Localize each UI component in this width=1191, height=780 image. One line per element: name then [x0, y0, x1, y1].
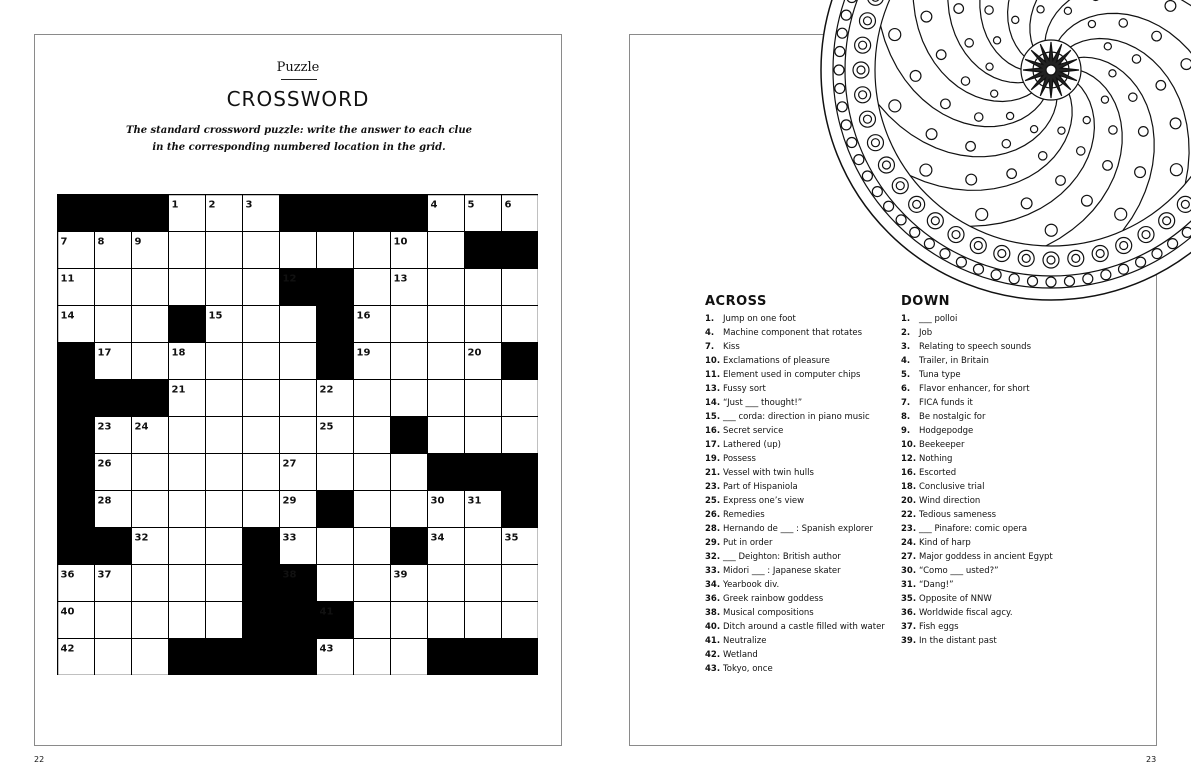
across-clue: [705, 368, 895, 382]
clue-number: 23: [97, 421, 112, 433]
clue-num: 34.: [705, 580, 721, 590]
across-clue: [705, 620, 895, 634]
clue-number: 16: [356, 310, 371, 322]
clue-text: “Just ___ thought!”: [723, 398, 803, 408]
clue-number: 18: [171, 347, 186, 359]
clue-num: 7.: [901, 398, 911, 408]
across-clue: [705, 354, 895, 368]
clue-num: 37.: [901, 622, 917, 632]
clue-num: 39.: [901, 636, 917, 646]
down-clue: [901, 522, 1071, 536]
clue-num: 21.: [705, 468, 721, 478]
across-clue: [705, 634, 895, 648]
clue-num: 13.: [705, 384, 721, 394]
clue-num: 33.: [705, 566, 721, 576]
clue-text: ___ Pinafore: comic opera: [919, 524, 1028, 534]
clue-num: 43.: [705, 664, 721, 674]
clue-number: 17: [97, 347, 112, 359]
down-clue: [901, 592, 1071, 606]
clue-number: 38: [282, 569, 297, 581]
clue-text: Vessel with twin hulls: [723, 468, 814, 478]
clue-num: 22.: [901, 510, 917, 520]
section-kicker: Puzzle: [276, 60, 320, 75]
clue-text: Exclamations of pleasure: [723, 356, 830, 366]
clue-num: 1.: [705, 314, 715, 324]
clue-num: 10.: [901, 440, 917, 450]
clue-number: 21: [171, 384, 186, 396]
clue-text: Jump on one foot: [723, 314, 796, 324]
clue-num: 16.: [901, 468, 917, 478]
clue-number: 20: [467, 347, 482, 359]
down-clue: [901, 438, 1071, 452]
clue-number: 43: [319, 643, 334, 655]
clue-num: 27.: [901, 552, 917, 562]
clue-num: 12.: [901, 454, 917, 464]
clue-text: Element used in computer chips: [723, 370, 861, 380]
clue-text: ___ corda: direction in piano music: [723, 412, 870, 422]
clue-number: 1: [171, 199, 179, 211]
across-clue: [705, 480, 895, 494]
clue-num: 8.: [901, 412, 911, 422]
clue-text: FICA funds it: [919, 398, 973, 408]
clue-num: 38.: [705, 608, 721, 618]
clue-text: Tuna type: [919, 370, 961, 380]
down-clue: [901, 634, 1071, 648]
clue-number: 34: [430, 532, 445, 544]
clue-text: “Dang!”: [919, 580, 954, 590]
clue-text: Trailer, in Britain: [919, 356, 989, 366]
clue-text: Midori ___ : Japanese skater: [723, 566, 841, 576]
clue-number: 4: [430, 199, 438, 211]
down-clue: [901, 410, 1071, 424]
clue-text: Lathered (up): [723, 440, 781, 450]
clue-text: Ditch around a castle filled with water: [723, 622, 885, 632]
clue-num: 29.: [705, 538, 721, 548]
puzzle-instructions: The standard crossword puzzle: write the answer to each clue in the corresponding numbered location in the grid.: [126, 125, 472, 153]
across-clue: [705, 606, 895, 620]
clue-text: Remedies: [723, 510, 765, 520]
clue-text: ___ Deighton: British author: [723, 552, 841, 562]
down-clue: [901, 606, 1071, 620]
clue-text: Hernando de ___ : Spanish explorer: [723, 524, 873, 534]
clue-number: 33: [282, 532, 297, 544]
clue-number: 35: [504, 532, 519, 544]
clue-num: 15.: [705, 412, 721, 422]
clue-number: 19: [356, 347, 371, 359]
clue-number: 5: [467, 199, 475, 211]
clue-text: Wetland: [723, 650, 758, 660]
clue-text: Machine component that rotates: [723, 328, 863, 338]
clue-text: Fish eggs: [919, 622, 959, 632]
clue-num: 40.: [705, 622, 721, 632]
clue-text: Possess: [723, 454, 756, 464]
down-clue: [901, 564, 1071, 578]
clue-text: Secret service: [723, 426, 784, 436]
down-clue: [901, 536, 1071, 550]
clue-number: 3: [245, 199, 253, 211]
clue-number: 8: [97, 236, 105, 248]
clue-text: Job: [919, 328, 933, 338]
down-clue: [901, 494, 1071, 508]
clue-num: 9.: [901, 426, 911, 436]
clue-text: “Como ___ usted?”: [919, 566, 999, 576]
clue-text: Greek rainbow goddess: [723, 594, 824, 604]
clue-text: Fussy sort: [723, 384, 766, 394]
across-clue: [705, 396, 895, 410]
clue-number: 40: [60, 606, 75, 618]
down-clue: [901, 326, 1071, 340]
clue-text: In the distant past: [919, 636, 997, 646]
clue-number: 24: [134, 421, 149, 433]
across-clue: [705, 452, 895, 466]
across-clue: [705, 410, 895, 424]
clue-text: Be nostalgic for: [919, 412, 986, 422]
clue-num: 19.: [705, 454, 721, 464]
across-clue: [705, 522, 895, 536]
clue-num: 16.: [705, 426, 721, 436]
clue-num: 17.: [705, 440, 721, 450]
down-clue: [901, 424, 1071, 438]
clue-num: 2.: [901, 328, 911, 338]
across-clue: [705, 564, 895, 578]
clue-num: 1.: [901, 314, 911, 324]
clue-number: 11: [60, 273, 75, 285]
clue-text: Nothing: [919, 454, 953, 464]
down-heading: DOWN: [901, 294, 951, 309]
clue-text: Major goddess in ancient Egypt: [919, 552, 1053, 562]
page-number-left: 22: [34, 755, 45, 764]
clue-text: Kiss: [723, 342, 740, 352]
clue-num: 10.: [705, 356, 721, 366]
across-clue: [705, 326, 895, 340]
clue-num: 11.: [705, 370, 721, 380]
across-clue: [705, 340, 895, 354]
clue-number: 42: [60, 643, 75, 655]
clue-num: 36.: [705, 594, 721, 604]
clue-text: ___ polloi: [919, 314, 958, 324]
across-clues: [705, 292, 895, 676]
clue-num: 5.: [901, 370, 911, 380]
down-clue: [901, 620, 1071, 634]
clue-num: 4.: [901, 356, 911, 366]
puzzle-title: CROSSWORD: [226, 87, 370, 111]
across-clue: [705, 424, 895, 438]
clue-num: 18.: [901, 482, 917, 492]
clue-text: Conclusive trial: [919, 482, 985, 492]
clue-text: Wind direction: [919, 496, 981, 506]
clue-number: 26: [97, 458, 112, 470]
clue-num: 24.: [901, 538, 917, 548]
page-number-right: 23: [1146, 755, 1157, 764]
down-clue: [901, 368, 1071, 382]
across-clue: [705, 438, 895, 452]
across-clue: [705, 466, 895, 480]
clue-number: 30: [430, 495, 445, 507]
clue-num: 36.: [901, 608, 917, 618]
clue-number: 32: [134, 532, 149, 544]
clue-number: 14: [60, 310, 75, 322]
across-clue: [705, 662, 895, 676]
clue-text: Opposite of NNW: [919, 594, 992, 604]
clue-num: 3.: [901, 342, 911, 352]
clue-text: Yearbook div.: [723, 580, 780, 590]
down-clue: [901, 396, 1071, 410]
clue-number: 28: [97, 495, 112, 507]
clue-num: 6.: [901, 384, 911, 394]
clue-num: 7.: [705, 342, 715, 352]
down-clue: [901, 550, 1071, 564]
clue-text: Tokyo, once: [723, 664, 773, 674]
clue-number: 39: [393, 569, 408, 581]
clue-text: Express one’s view: [723, 496, 805, 506]
across-clue: [705, 592, 895, 606]
across-clue: [705, 382, 895, 396]
across-clue: [705, 312, 895, 326]
clue-num: 41.: [705, 636, 721, 646]
clue-number: 7: [60, 236, 68, 248]
clue-number: 9: [134, 236, 142, 248]
clue-text: Kind of harp: [919, 538, 971, 548]
clue-text: Part of Hispaniola: [723, 482, 798, 492]
across-heading: ACROSS: [705, 294, 767, 309]
clue-num: 30.: [901, 566, 917, 576]
down-clue: [901, 382, 1071, 396]
down-clue: [901, 466, 1071, 480]
clue-text: Musical compositions: [723, 608, 814, 618]
down-clues: [901, 292, 1071, 648]
down-clue: [901, 340, 1071, 354]
clue-num: 4.: [705, 328, 715, 338]
down-clue: [901, 578, 1071, 592]
clue-number: 6: [504, 199, 512, 211]
clue-number: 25: [319, 421, 334, 433]
clue-number: 2: [208, 199, 216, 211]
clue-num: 25.: [705, 496, 721, 506]
clue-num: 28.: [705, 524, 721, 534]
clue-text: Tedious sameness: [919, 510, 997, 520]
clue-num: 20.: [901, 496, 917, 506]
across-clue: [705, 508, 895, 522]
clue-number: 31: [467, 495, 482, 507]
down-clue: [901, 312, 1071, 326]
clue-number: 12: [282, 273, 297, 285]
down-clue: [901, 354, 1071, 368]
clue-num: 14.: [705, 398, 721, 408]
down-clue: [901, 480, 1071, 494]
across-clue: [705, 536, 895, 550]
clue-num: 23.: [705, 482, 721, 492]
clue-number: 29: [282, 495, 297, 507]
across-clue: [705, 578, 895, 592]
clue-text: Neutralize: [723, 636, 767, 646]
clue-number: 22: [319, 384, 334, 396]
clue-num: 35.: [901, 594, 917, 604]
clue-num: 23.: [901, 524, 917, 534]
clue-number: 27: [282, 458, 297, 470]
clue-number: 37: [97, 569, 112, 581]
clue-text: Flavor enhancer, for short: [919, 384, 1030, 394]
clue-text: Worldwide fiscal agcy.: [919, 608, 1013, 618]
clue-text: Escorted: [919, 468, 957, 478]
down-clue: [901, 452, 1071, 466]
clue-text: Relating to speech sounds: [919, 342, 1032, 352]
clue-num: 31.: [901, 580, 917, 590]
across-clue: [705, 550, 895, 564]
clue-num: 32.: [705, 552, 721, 562]
across-clue: [705, 494, 895, 508]
clue-num: 26.: [705, 510, 721, 520]
clue-number: 13: [393, 273, 408, 285]
clue-text: Beekeeper: [919, 440, 965, 450]
across-clue: [705, 648, 895, 662]
clue-number: 41: [319, 606, 334, 618]
clue-num: 42.: [705, 650, 721, 660]
clue-number: 15: [208, 310, 223, 322]
clue-text: Put in order: [723, 538, 773, 548]
clue-number: 36: [60, 569, 75, 581]
clue-number: 10: [393, 236, 408, 248]
clue-text: Hodgepodge: [919, 426, 974, 436]
down-clue: [901, 508, 1071, 522]
